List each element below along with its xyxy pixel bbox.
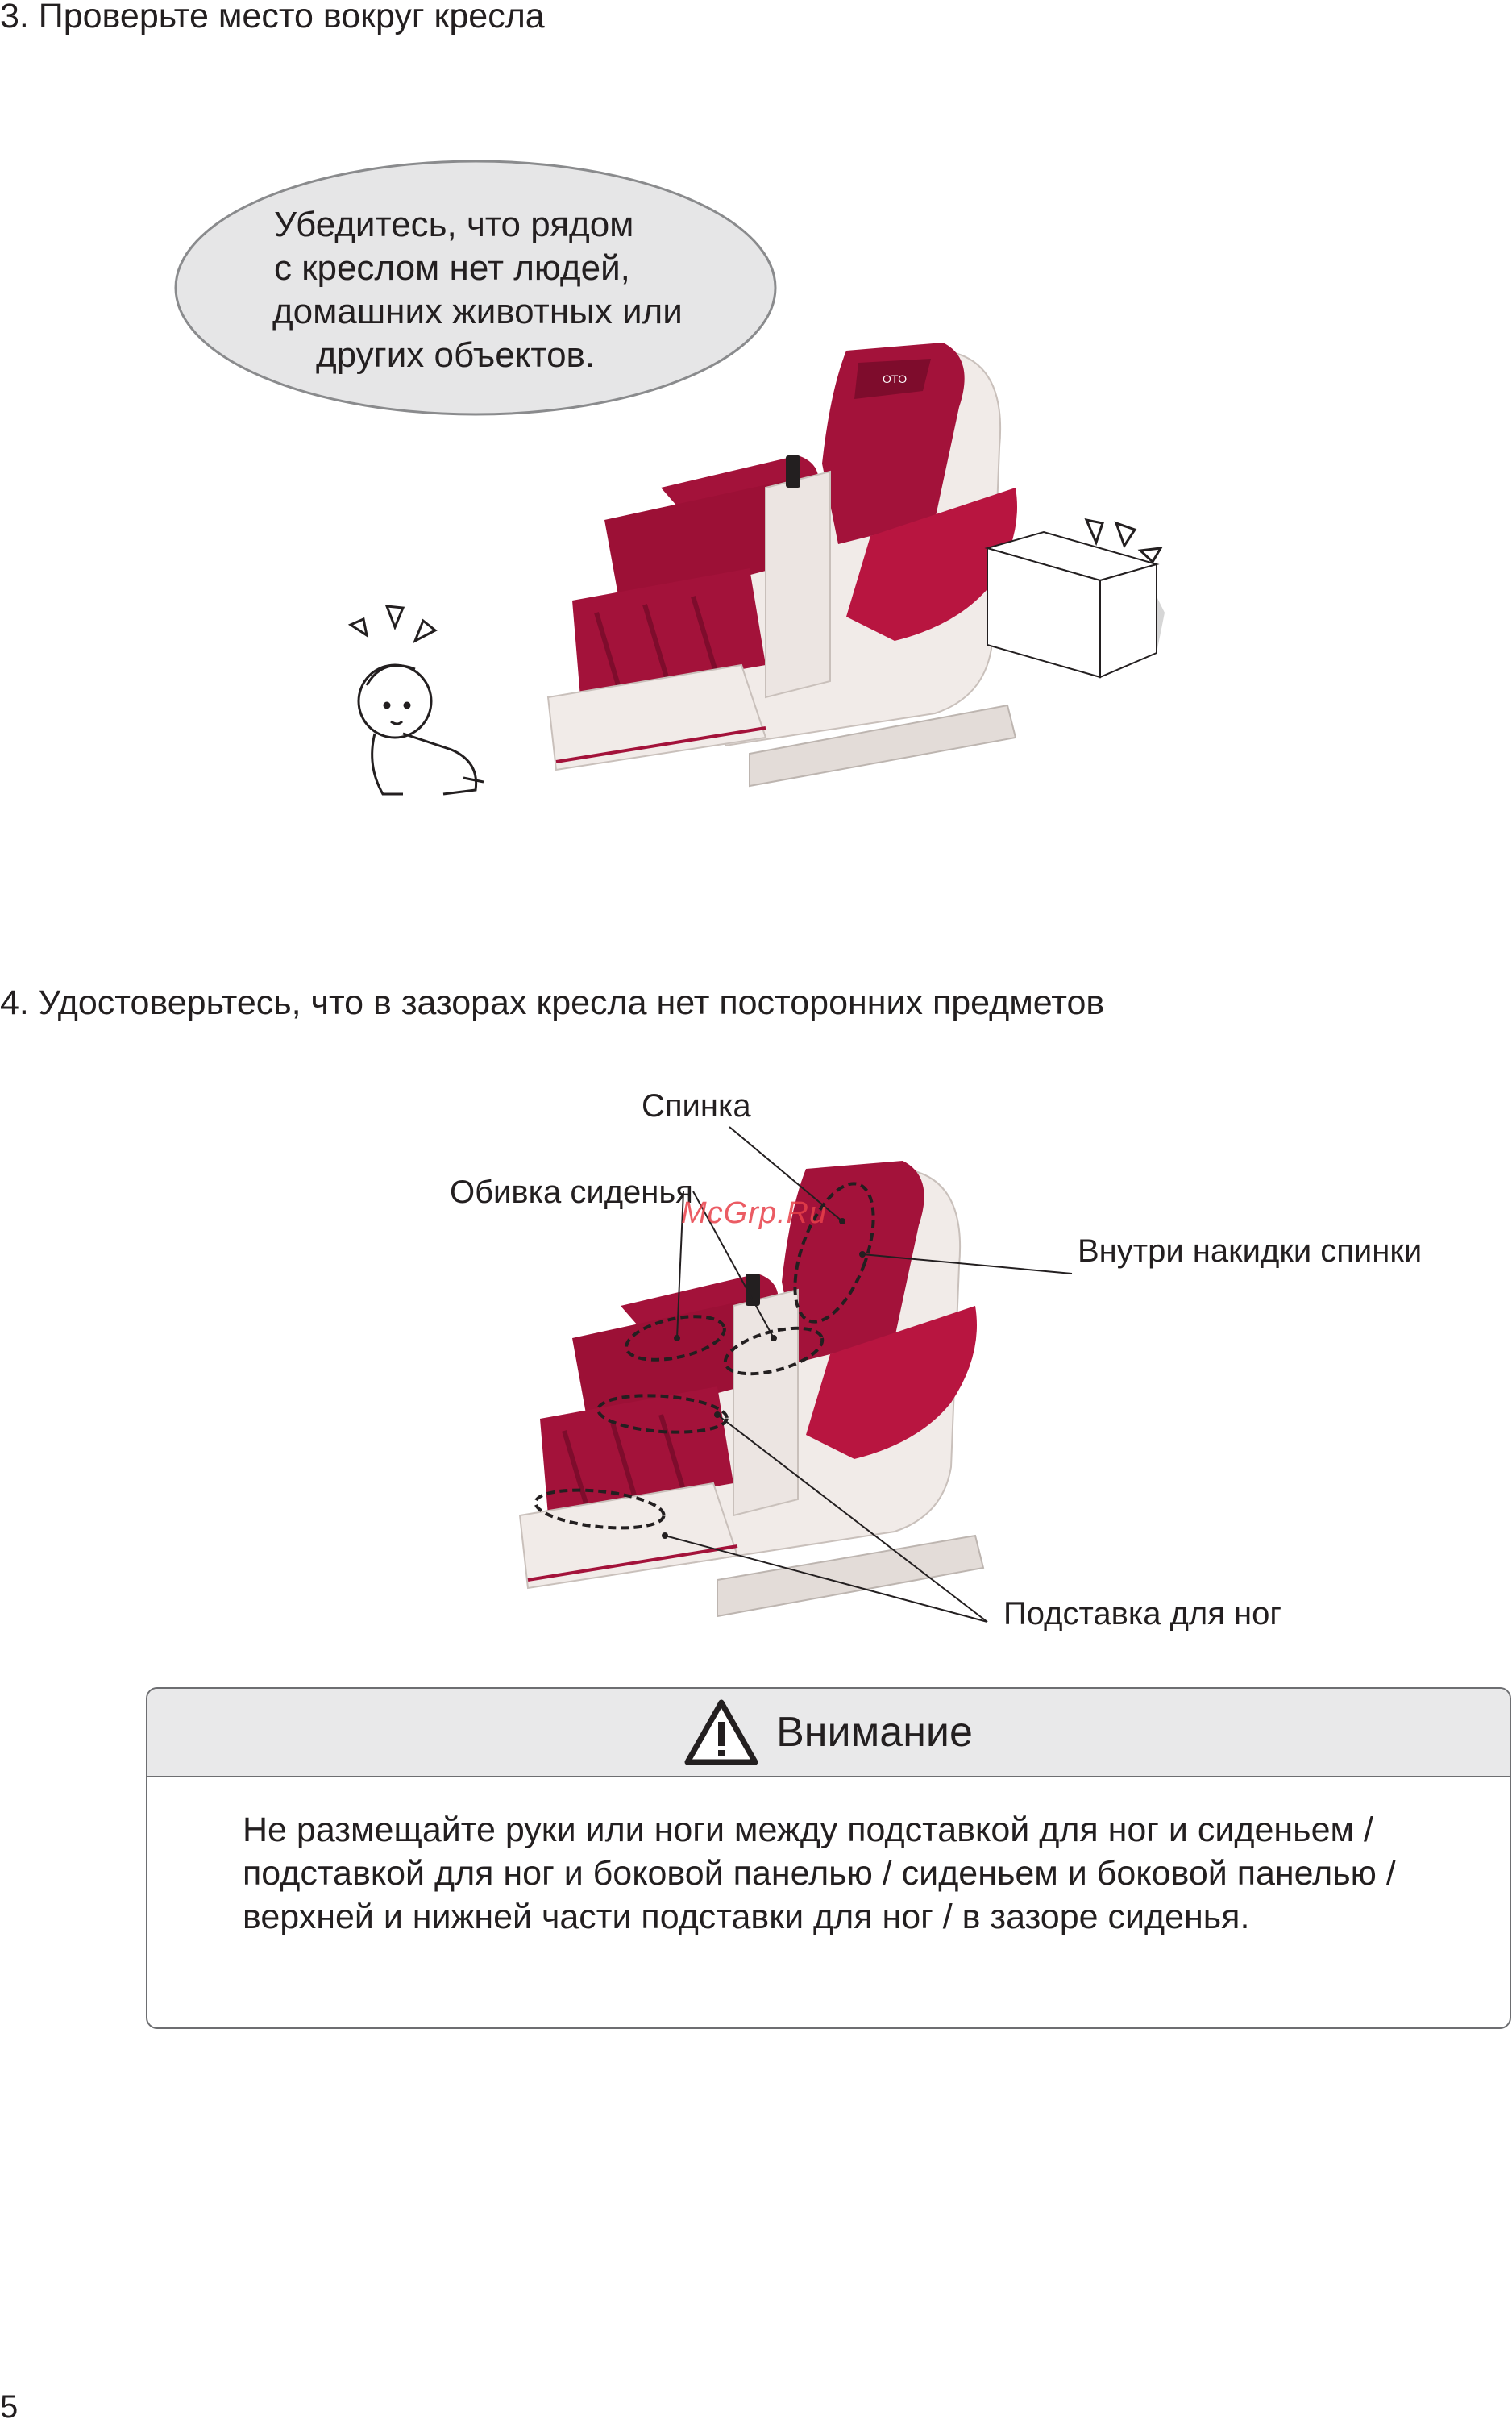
label-inside-back-cover: Внутри накидки спинки xyxy=(1078,1233,1423,1269)
seat-gap-ellipse-right xyxy=(721,1320,827,1382)
bubble-line-2: с креслом нет людей, xyxy=(274,248,630,288)
warning-title: Внимание xyxy=(776,1709,973,1756)
label-backrest: Спинка xyxy=(642,1088,751,1124)
warning-triangle-icon xyxy=(684,1699,758,1765)
baby-illustration xyxy=(343,597,504,806)
page-number: 5 xyxy=(0,2389,19,2425)
step3-heading: 3. Проверьте место вокруг кресла xyxy=(0,0,545,35)
warning-header xyxy=(147,1689,1510,1777)
bubble-line-3: домашних животных или xyxy=(272,292,683,331)
step4-heading: 4. Удостоверьтесь, что в зазорах кресла нет посторонних предметов xyxy=(0,983,1105,1022)
bubble-line-4: других объектов. xyxy=(316,335,596,375)
alert-marks-icon xyxy=(1080,512,1169,576)
bubble-line-1: Убедитесь, что рядом xyxy=(274,205,634,244)
chair-logo: OTO xyxy=(883,372,908,385)
footrest-gap-ellipse xyxy=(534,1485,666,1533)
label-footrest: Подставка для ног xyxy=(1003,1596,1281,1632)
watermark: McGrp.Ru xyxy=(681,1196,828,1230)
gap-callouts xyxy=(0,1072,1512,1653)
legrest-gap-ellipse xyxy=(597,1391,729,1436)
warning-box xyxy=(146,1687,1511,2029)
massage-chair-illustration xyxy=(540,335,1024,794)
label-seat-upholstery: Обивка сиденья xyxy=(450,1174,693,1210)
warning-body: Не размещайте руки или ноги между подставкой для ног и сиденьем / подставкой для ног и боковой панелью / сиденьем и боковой панелью / верхней и нижней части подставки для ног / в зазоре сиденья. xyxy=(243,1810,1396,1936)
